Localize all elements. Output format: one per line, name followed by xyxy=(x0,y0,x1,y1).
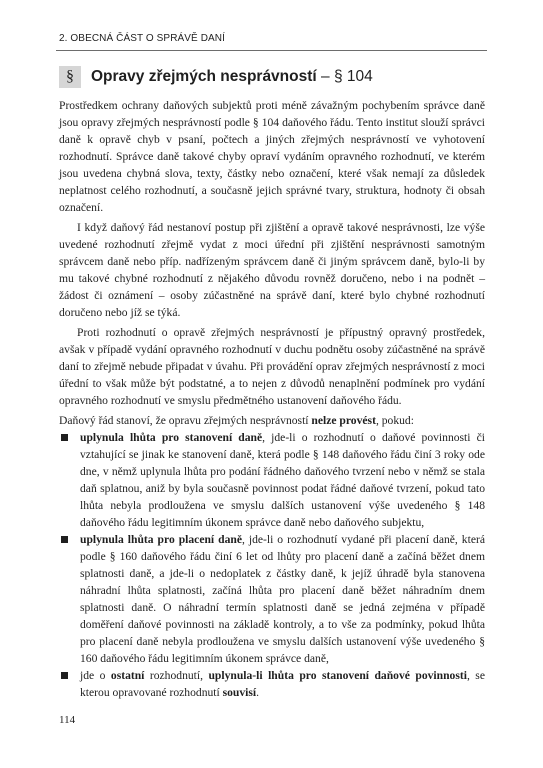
square-bullet-icon xyxy=(61,536,68,543)
list-item-text: , jde-li o rozhodnutí o daňové povinnosti či vztahující se jinak ke stanovení daně, která podle § 148 daňového řádu činí 3 roky ode dne, v němž uplynula lhůta pro podání řádného daňového tvrzení nebo v němž se stala daň splatnou, aniž by byla současně povinnost podat řádné daňové tvrzení, pokud tato lhůta nebyla prodloužena ve smyslu dalších ustanovení výše uvedeného § 148 daňového řádu legitimním úkonem správce daně nebo daňového subjektu, xyxy=(80,431,485,529)
list-item-emphasis: ostatní xyxy=(110,669,145,682)
section-ref: – § 104 xyxy=(316,68,373,85)
section-title-text: Opravy zřejmých nesprávností xyxy=(91,68,317,85)
paragraph-3: Proti rozhodnutí o opravě zřejmých nesprávností je přípustný opravný prostředek, avšak v případě vydání opravného rozhodnutí v duchu podnětu osoby zúčastněné na správě daní to zřejmě nebude připadat v úvahu. Při provádění oprav zřejmých nesprávností z moci úřední to však může být podstatné, a to nejen z důvodů nenaplnění podmínek pro vydání opravného rozhodnutí ve smyslu předmětného ustanovení daňového řádu. xyxy=(59,326,485,407)
list-item xyxy=(59,531,485,667)
square-bullet-icon xyxy=(61,434,68,441)
list-item-emphasis: uplynula-li lhůta pro stanovení daňové povinnosti xyxy=(208,669,467,682)
section-heading xyxy=(59,62,485,92)
list-intro-end: , pokud: xyxy=(375,414,414,427)
list-item-text: . xyxy=(256,686,260,699)
running-head: 2. OBECNÁ ČÁST O SPRÁVĚ DANÍ xyxy=(59,33,225,44)
conditions-list xyxy=(59,429,485,701)
paragraph-1: Prostředkem ochrany daňových subjektů proti méně závažným pochybením správce daně jsou opravy zřejmých nesprávností podle § 104 daňového řádu. Tento institut slouží správci daně k opravě chyb v psaní, počtech a jiných zřejmých nesprávností ve vyhotovení rozhodnutí. Správce daně takové chyby opraví vydáním opravného rozhodnutí, ve kterém jsou uvedena chybná slova, texty, částky nebo označení, které však nemají za důsledek neplatnost celého rozhodnutí, a současně jejich správné tvary, struktura, hodnoty či obsah označení. xyxy=(59,99,485,214)
list-item-emphasis: souvisí xyxy=(222,686,257,699)
list-intro-text: Daňový řád stanoví, že opravu zřejmých nesprávností xyxy=(59,414,312,427)
list-item xyxy=(59,429,485,531)
list-item-emphasis: uplynula lhůta pro placení daně xyxy=(80,533,242,546)
section-symbol-box: § xyxy=(59,66,81,88)
page-number: 114 xyxy=(59,714,76,726)
list-item-text: , jde-li o rozhodnutí vydané při placení daně, která podle § 160 daňového řádu činí 6 let od lhůty pro placení daně a začíná běžet dnem splatnosti daně, a jde-li o nedoplatek z částky daně, k jejíž úhradě byla stanovena náhradní lhůta splatnosti, začíná lhůta pro placení daně běžet náhradním dnem splatnosti daně. O náhradní termín splatnosti daně se jedná zejména v případě doměření daňové povinnosti na základě kontroly, a to vše za podmínky, pokud lhůta pro placení daně nebyla prodloužena ve smyslu dalších ustanovení výše uvedeného § 160 daňového řádu legitimním úkonem správce daně, xyxy=(80,533,485,665)
list-intro-emphasis: nelze provést xyxy=(311,414,376,427)
list-item-emphasis: uplynula lhůta pro stanovení daně xyxy=(80,431,263,444)
list-intro xyxy=(59,412,485,429)
body-text xyxy=(59,97,485,701)
list-item xyxy=(59,667,485,701)
paragraph-2: I když daňový řád nestanoví postup při zjištění a opravě takové nesprávnosti, lze výše uvedené rozhodnutí zřejmě vydat z moci úřední při zjištění nesprávnosti samotným správcem daně nebo příp. nadřízeným správcem daně či jiným správcem daně, bylo-li by mu takové chybné rozhodnutí z nějakého důvodu rovněž doručeno, nebo i na podnět – žádost či oznámení – osoby zúčastněné na správě daní, které bylo chybné rozhodnutí doručeno nebo jíž se týká. xyxy=(59,221,485,319)
section-title xyxy=(91,68,373,86)
list-item-text: rozhodnutí, xyxy=(144,669,209,682)
header-rule xyxy=(56,50,487,51)
list-item-text: , se kterou opravované rozhodnutí xyxy=(80,669,485,699)
square-bullet-icon xyxy=(61,672,68,679)
list-item-text: jde o xyxy=(80,669,111,682)
